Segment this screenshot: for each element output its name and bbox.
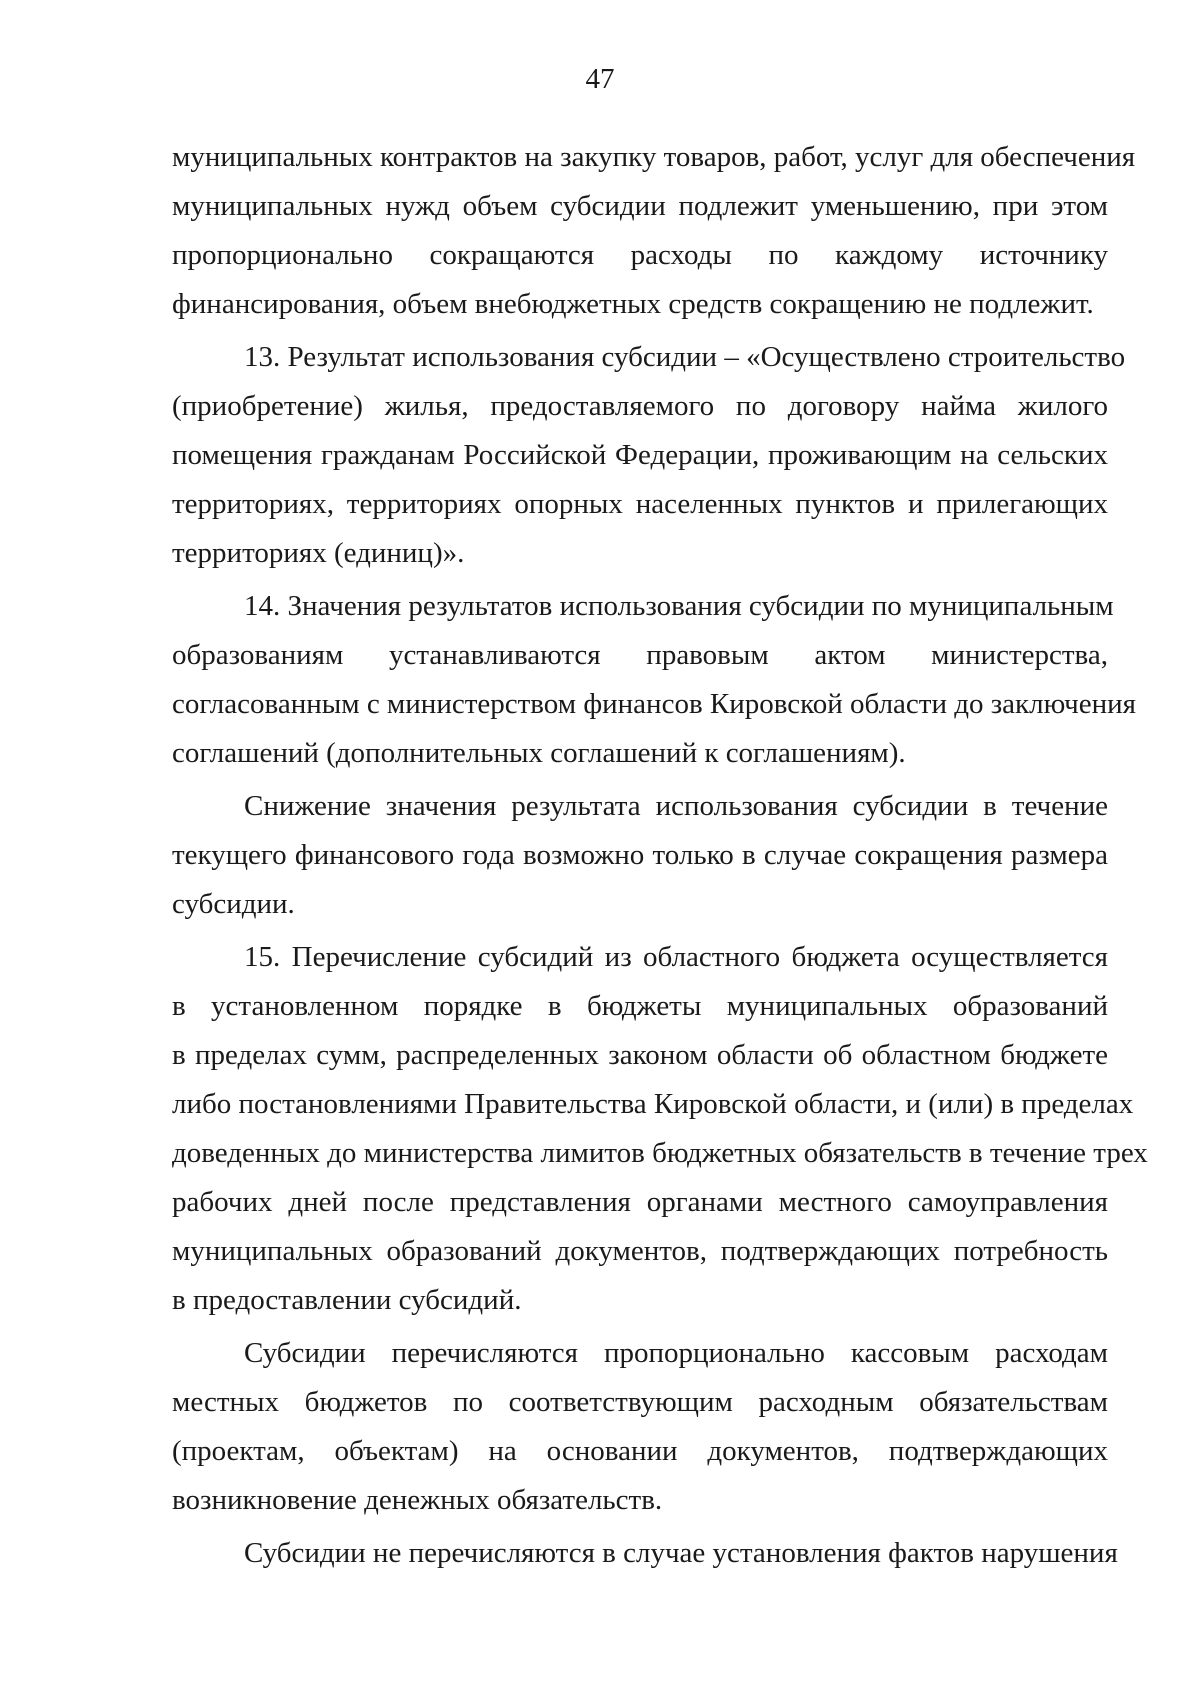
- text-line: соглашений (дополнительных соглашений к соглашениям).: [172, 737, 906, 769]
- text-line: финансирования, объем внебюджетных средств сокращению не подлежит.: [172, 288, 1094, 320]
- text-line: субсидии.: [172, 888, 295, 920]
- text-line: пропорционально сокращаются расходы по каждому источнику: [172, 239, 1108, 271]
- text-line: 13. Результат использования субсидии – «Осуществлено строительство: [244, 341, 1126, 373]
- text-line: образованиям устанавливаются правовым актом министерства,: [172, 639, 1108, 671]
- paragraph: [172, 782, 1108, 929]
- text-line: текущего финансового года возможно только в случае сокращения размера: [172, 839, 1108, 871]
- text-line: (приобретение) жилья, предоставляемого по договору найма жилого: [172, 390, 1108, 422]
- text-line: Субсидии не перечисляются в случае установления фактов нарушения: [244, 1537, 1118, 1569]
- text-line: в пределах сумм, распределенных законом области об областном бюджете: [172, 1039, 1108, 1071]
- text-line: Снижение значения результата использования субсидии в течение: [244, 790, 1108, 822]
- text-line: местных бюджетов по соответствующим расходным обязательствам: [172, 1386, 1108, 1418]
- text-line: помещения гражданам Российской Федерации, проживающим на сельских: [172, 439, 1108, 471]
- text-line: рабочих дней после представления органами местного самоуправления: [172, 1186, 1108, 1218]
- text-line: (проектам, объектам) на основании документов, подтверждающих: [172, 1435, 1108, 1467]
- text-line: муниципальных образований документов, подтверждающих потребность: [172, 1235, 1108, 1267]
- document-body: [172, 133, 1148, 1578]
- paragraph: [172, 333, 1126, 578]
- text-line: либо постановлениями Правительства Кировской области, и (или) в пределах: [172, 1088, 1134, 1120]
- text-line: 14. Значения результатов использования субсидии по муниципальным: [244, 590, 1114, 622]
- text-line: территориях (единиц)».: [172, 537, 465, 569]
- paragraph: [172, 1529, 1118, 1578]
- paragraph: [172, 933, 1148, 1325]
- text-line: 15. Перечисление субсидий из областного бюджета осуществляется: [244, 941, 1108, 973]
- paragraph: [172, 1329, 1108, 1525]
- text-line: в предоставлении субсидий.: [172, 1284, 522, 1316]
- text-line: муниципальных нужд объем субсидии подлежит уменьшению, при этом: [172, 190, 1108, 222]
- text-line: Субсидии перечисляются пропорционально кассовым расходам: [244, 1337, 1108, 1369]
- text-line: в установленном порядке в бюджеты муниципальных образований: [172, 990, 1108, 1022]
- text-line: территориях, территориях опорных населенных пунктов и прилегающих: [172, 488, 1108, 520]
- page-number: 47: [585, 63, 615, 95]
- paragraph: [172, 582, 1137, 778]
- text-line: возникновение денежных обязательств.: [172, 1484, 663, 1516]
- text-line: муниципальных контрактов на закупку товаров, работ, услуг для обеспечения: [172, 141, 1136, 173]
- paragraph: [172, 133, 1136, 329]
- text-line: доведенных до министерства лимитов бюджетных обязательств в течение трех: [172, 1137, 1148, 1169]
- text-line: согласованным с министерством финансов Кировской области до заключения: [172, 688, 1137, 720]
